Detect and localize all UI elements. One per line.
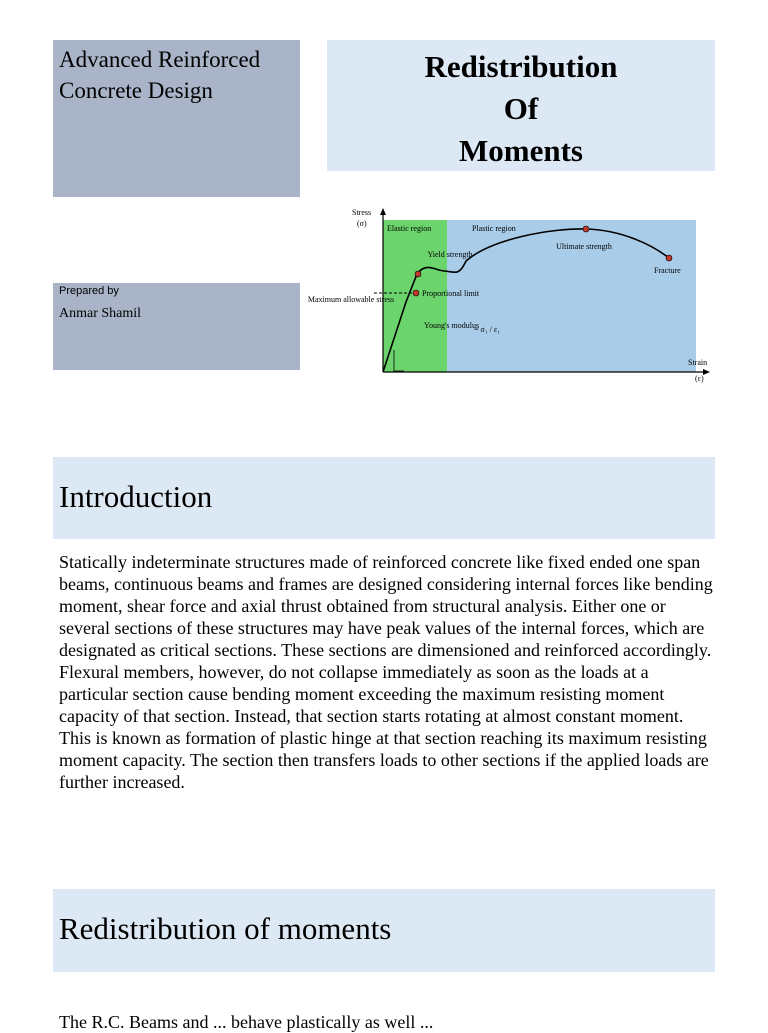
- strain-axis-label: Strain: [688, 358, 708, 367]
- introduction-heading: Introduction: [59, 479, 213, 514]
- introduction-paragraph: Statically indeterminate structures made of reinforced concrete like fixed ended one span beams, continuous beams and frames are designed considering internal forces like bending moment, shear force and axial thrust obtained from structural analysis. Either one or several sections of these structures may have peak values of the internal forces, which are designated as critical sections. These sections are dimensioned and reinforced accordingly. Flexural members, however, do not collapse immediately as soon as the loads at a particular section cause bending moment exceeding the maximum resisting moment capacity of that section. Instead, that section starts rotating at almost constant moment. This is known as formation of plastic hinge at that section reaching its maximum resisting moment capacity. The section then transfers loads to other sections if the applied loads are further increased.: [59, 552, 713, 792]
- redistribution-heading: Redistribution of moments: [59, 911, 392, 946]
- page-title: [327, 46, 715, 172]
- plastic-region-label: Plastic region: [472, 224, 516, 233]
- fracture-point: [666, 255, 672, 261]
- fracture-label: Fracture: [654, 266, 681, 275]
- max-stress-label: Maximum allowable stress: [307, 295, 395, 304]
- proportional-limit-label: Proportional limit: [422, 289, 480, 298]
- title-line-3: Moments: [459, 133, 583, 168]
- redistribution-paragraph: The R.C. Beams and ... behave plastically as well ...: [59, 1012, 434, 1032]
- author-name: Anmar Shamil: [59, 306, 142, 321]
- elastic-region-label: Elastic region: [387, 224, 432, 233]
- proportional-limit-point: [413, 290, 419, 296]
- strain-axis-symbol: (ε): [695, 374, 704, 383]
- ultimate-strength-label: Ultimate strength: [556, 242, 612, 251]
- modulus-formula: = σ₁ / ε₁: [474, 325, 500, 334]
- title-box: [327, 40, 715, 171]
- author-box: [53, 283, 300, 370]
- prepared-by-label: Prepared by: [59, 285, 119, 297]
- title-line-1: Redistribution: [424, 49, 618, 84]
- stress-axis-label: Stress: [352, 208, 372, 217]
- redistribution-heading-box: [53, 889, 715, 972]
- course-title: Advanced Reinforced Concrete Design: [59, 47, 261, 103]
- yield-strength-label: Yield strength: [427, 250, 473, 259]
- stress-strain-diagram: [307, 204, 716, 384]
- ultimate-point: [583, 226, 589, 232]
- youngs-modulus-label: Young's modulus: [424, 321, 480, 330]
- title-line-2: Of: [503, 91, 539, 126]
- stress-axis-symbol: (σ): [357, 219, 367, 228]
- course-title-box: [53, 40, 300, 197]
- yield-point: [415, 271, 421, 277]
- introduction-heading-box: [53, 457, 715, 539]
